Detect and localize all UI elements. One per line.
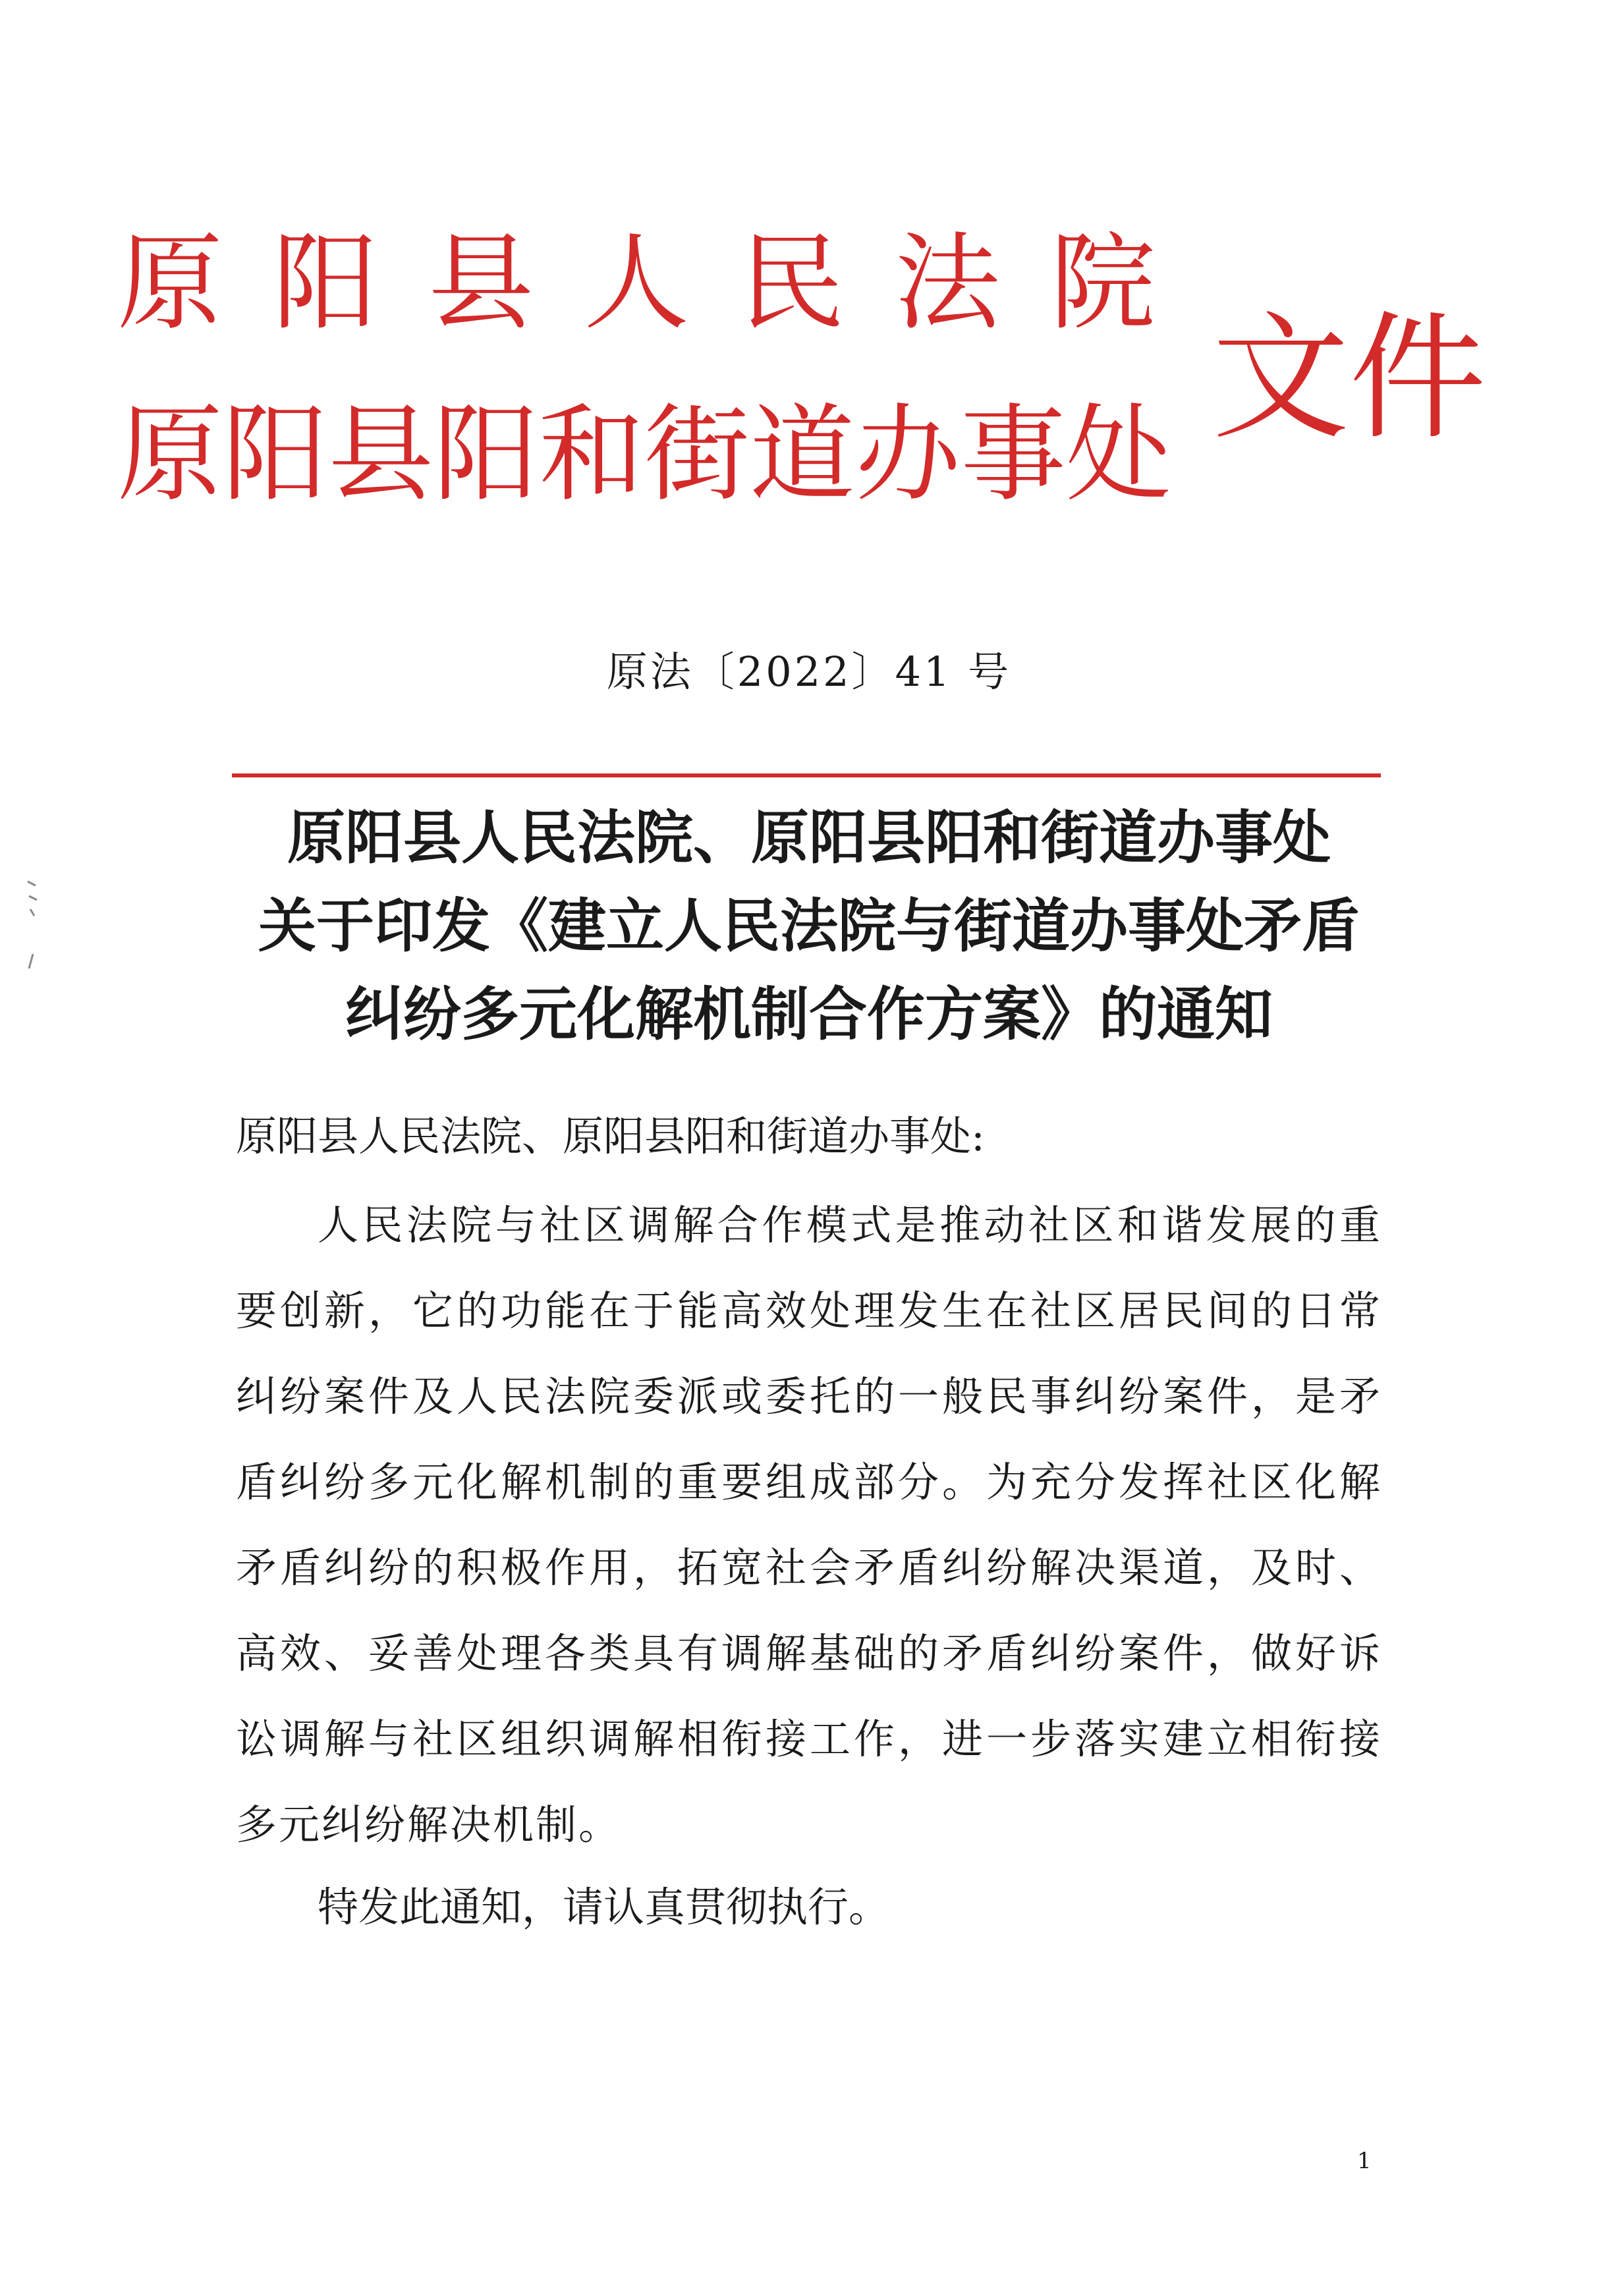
red-divider-line <box>232 773 1381 777</box>
binding-mark <box>24 876 42 975</box>
issuer-name-court: 原阳县人民法院 <box>117 221 1206 345</box>
document-header-suffix: 文件 <box>1212 299 1486 459</box>
closing-sentence: 特发此通知，请认真贯彻执行。 <box>318 1883 890 1931</box>
title-line-1: 原阳县人民法院、原阳县阳和街道办事处 <box>287 804 1331 872</box>
title-line-3: 纠纷多元化解机制合作方案》的通知 <box>345 980 1273 1048</box>
issuer-name-subdistrict-office: 原阳县阳和街道办事处 <box>117 393 1172 516</box>
document-title <box>198 794 1420 1059</box>
body-paragraph: 人民法院与社区调解合作模式是推动社区和谐发展的重要创新，它的功能在于能高效处理发生在社区居民间的日常纠纷案件及人民法院委派或委托的一般民事纠纷案件，是矛盾纠纷多元化解机制的重要组成部分。为充分发挥社区化解矛盾纠纷的积极作用，拓宽社会矛盾纠纷解决渠道，及时、高效、妥善处理各类具有调解基础的矛盾纠纷案件，做好诉讼调解与社区组织调解相衔接工作，进一步落实建立相衔接多元纠纷解决机制。 <box>236 1201 1382 1849</box>
page-number: 1 <box>1357 2148 1372 2174</box>
document-number: 原法〔2022〕41 号 <box>606 648 1012 696</box>
addressee: 原阳县人民法院、原阳县阳和街道办事处: <box>236 1112 985 1160</box>
title-line-2: 关于印发《建立人民法院与街道办事处矛盾 <box>258 892 1360 960</box>
